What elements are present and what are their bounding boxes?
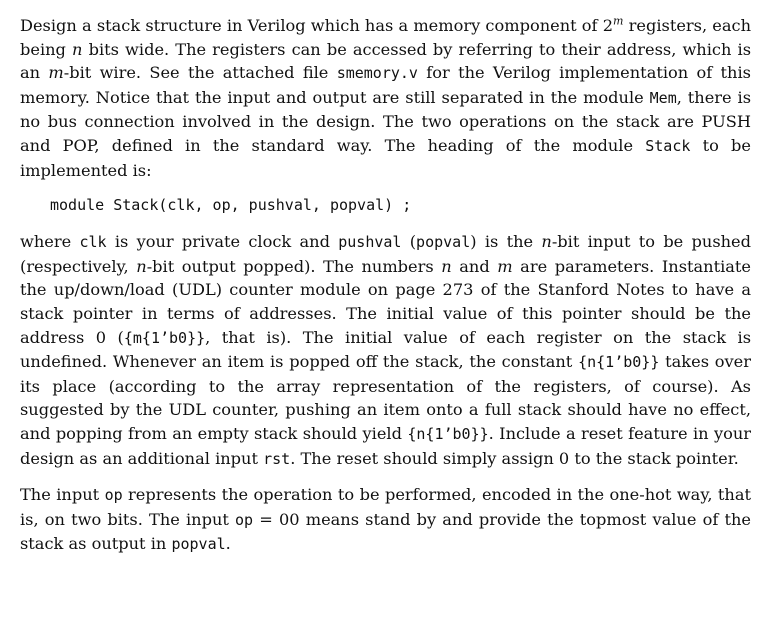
text: to be implemented is: <box>20 135 751 180</box>
text: . The reset should simply assign 0 to the stack pointer. <box>290 448 739 468</box>
text: -bit output popped). The numbers <box>146 256 442 276</box>
code-op: op <box>235 510 254 529</box>
document-page <box>20 14 751 557</box>
text: ) is the <box>470 232 542 252</box>
paragraph-gap <box>20 471 751 483</box>
code-constant-n-zero: {n{1’b0}} <box>407 424 489 443</box>
text: registers, each being <box>20 16 751 59</box>
code-constant-m-zero: {m{1’b0}} <box>123 328 206 347</box>
code-op: op <box>104 486 123 505</box>
text: where <box>20 232 80 252</box>
text: are parameters. Instantiate the up/down/load (UDL) counter module on page 273 of the Stanford Notes to have a stack pointer in terms of addresses. The initial value of this pointer should be the address 0 ( <box>20 256 752 347</box>
text: ( <box>401 232 417 252</box>
superscript-m: m <box>613 14 624 28</box>
text: . <box>225 534 231 554</box>
text: -bit wire. See the attached file <box>63 63 337 83</box>
code-filename: smemory.v <box>336 64 418 83</box>
text: = 00 means stand by and provide the topmost value of the stack as output in <box>20 509 751 554</box>
math-n: n <box>541 232 552 252</box>
math-m: m <box>497 256 513 276</box>
math-n: n <box>136 256 147 276</box>
text: represents the operation to be performed, encoded in the one-hot way, that is, on two bits. The input <box>20 485 751 529</box>
code-module-heading: module Stack(clk, op, pushval, popval) ; <box>50 196 412 215</box>
math-n: n <box>441 256 452 276</box>
code-constant-n-zero: {n{1’b0}} <box>578 353 660 372</box>
text: bits wide. The registers can be accessed by referring to their address, which is an <box>20 39 751 83</box>
text: for the Verilog implementation of this memory. Notice that the input and output are still separated in the module <box>20 63 751 107</box>
text: . Include a reset feature in your design as an additional input <box>20 423 751 468</box>
text: is your private clock and <box>106 232 339 252</box>
paragraph-op <box>20 483 751 557</box>
text: takes over its place (according to the array representation of the registers, of course). As suggested by the UDL counter, pushing an item onto a full stack should have no effect, and popping from an empty stack should yield <box>20 352 751 443</box>
code-clk: clk <box>79 233 107 252</box>
paragraph-details <box>20 230 751 471</box>
paragraph-intro <box>20 14 751 182</box>
text: , that is). The initial value of each register on the stack is undefined. Whenever an item is popped off the stack, the constant <box>20 327 751 372</box>
text: The input <box>20 485 105 505</box>
code-pushval: pushval <box>338 233 402 252</box>
math-n: n <box>72 39 83 59</box>
text: -bit input to be pushed (respectively, <box>20 232 752 276</box>
code-popval: popval <box>416 233 471 252</box>
text: Design a stack structure in Verilog which has a memory component of 2 <box>20 16 614 35</box>
text: and <box>451 256 498 276</box>
code-mem: Mem <box>649 88 677 107</box>
math-m: m <box>48 63 64 83</box>
code-popval: popval <box>171 535 226 554</box>
text: , there is no bus connection involved in the design. The two operations on the stack are PUSH and POP, defined in the standard way. The heading of the module <box>20 87 752 155</box>
code-stack: Stack <box>645 136 691 155</box>
code-rst: rst <box>263 449 291 468</box>
